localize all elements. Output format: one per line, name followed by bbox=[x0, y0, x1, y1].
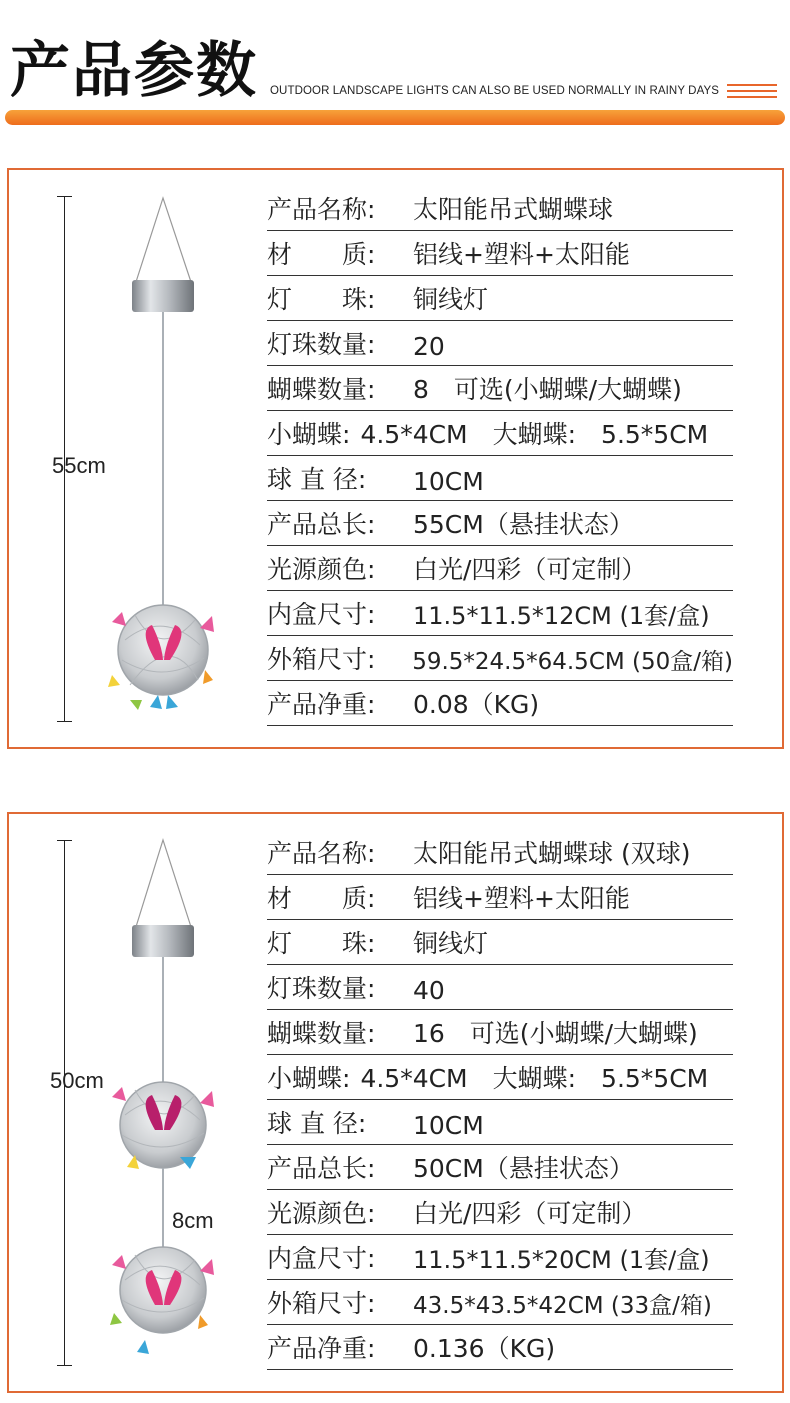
spec-label: 产品净重: bbox=[267, 690, 376, 719]
spec-row bbox=[267, 276, 733, 321]
page-subtitle: OUTDOOR LANDSCAPE LIGHTS CAN ALSO BE USED NORMALLY IN RAINY DAYS bbox=[270, 85, 720, 97]
spec-row bbox=[267, 321, 733, 366]
spec-label: 产品名称: bbox=[267, 195, 376, 224]
spec-row bbox=[267, 875, 733, 920]
spec-label: 材 质: bbox=[267, 884, 376, 913]
spec-value: 太阳能吊式蝴蝶球 bbox=[413, 195, 614, 224]
spec-row bbox=[267, 546, 733, 591]
spec-row bbox=[267, 411, 733, 456]
dimension-label: 50cm bbox=[50, 1068, 104, 1093]
page-title: 产品参数 bbox=[10, 36, 258, 106]
spec-row bbox=[267, 1010, 733, 1055]
spec-label: 内盒尺寸: bbox=[267, 600, 376, 629]
dimension-line bbox=[64, 840, 65, 1366]
spec-value: 11.5*11.5*12CM (1套/盒) bbox=[413, 602, 710, 630]
lamp-illustration-single bbox=[100, 190, 230, 725]
spec-value: 铜线灯 bbox=[413, 929, 489, 958]
spec-row bbox=[267, 1145, 733, 1190]
spec-row bbox=[267, 965, 733, 1010]
dimension-tick bbox=[57, 196, 72, 197]
spec-label: 产品总长: bbox=[267, 1154, 376, 1183]
spec-row bbox=[267, 366, 733, 411]
spec-row bbox=[267, 1235, 733, 1280]
spec-value: 20 bbox=[413, 332, 445, 361]
spec-value: 白光/四彩（可定制） bbox=[413, 1199, 647, 1228]
decorative-line bbox=[727, 84, 777, 86]
decorative-line bbox=[727, 90, 777, 92]
spec-row bbox=[267, 186, 733, 231]
spec-value: 10CM bbox=[413, 467, 484, 496]
spec-value: 11.5*11.5*20CM (1套/盒) bbox=[413, 1246, 710, 1274]
spec-value: 16 可选(小蝴蝶/大蝴蝶) bbox=[413, 1019, 698, 1048]
spec-label: 小蝴蝶: bbox=[267, 1064, 351, 1093]
spec-row bbox=[267, 231, 733, 276]
dimension-tick bbox=[57, 840, 72, 841]
spec-row bbox=[267, 591, 733, 636]
spec-label: 灯珠数量: bbox=[267, 330, 376, 359]
spec-row bbox=[267, 636, 733, 681]
lamp-illustration-double bbox=[100, 835, 230, 1370]
spec-value: 铜线灯 bbox=[413, 285, 489, 314]
spec-label: 球 直 径: bbox=[267, 1109, 367, 1138]
spec-row bbox=[267, 681, 733, 726]
spec-value: 铝线+塑料+太阳能 bbox=[413, 240, 630, 269]
spec-row bbox=[267, 1190, 733, 1235]
spec-label: 蝴蝶数量: bbox=[267, 375, 376, 404]
dimension-tick bbox=[57, 1365, 72, 1366]
spec-row bbox=[267, 1100, 733, 1145]
spec-value: 0.136（KG) bbox=[413, 1334, 556, 1363]
spec-value: 4.5*4CM 大蝴蝶: 5.5*5CM bbox=[360, 420, 709, 449]
spec-row bbox=[267, 920, 733, 965]
spec-label: 产品名称: bbox=[267, 839, 376, 868]
spec-label: 蝴蝶数量: bbox=[267, 1019, 376, 1048]
spec-row bbox=[267, 1055, 733, 1100]
spec-label: 内盒尺寸: bbox=[267, 1244, 376, 1273]
spec-value: 10CM bbox=[413, 1111, 484, 1140]
spec-value: 40 bbox=[413, 976, 445, 1005]
spec-value: 43.5*43.5*42CM (33盒/箱) bbox=[413, 1293, 712, 1319]
spec-value: 59.5*24.5*64.5CM (50盒/箱) bbox=[412, 649, 733, 675]
spec-label: 光源颜色: bbox=[267, 1199, 376, 1228]
spec-label: 光源颜色: bbox=[267, 555, 376, 584]
spec-value: 0.08（KG) bbox=[413, 690, 540, 719]
header-band bbox=[5, 110, 785, 125]
spec-label: 产品净重: bbox=[267, 1334, 376, 1363]
spec-value: 50CM（悬挂状态） bbox=[413, 1154, 634, 1183]
spec-row bbox=[267, 1325, 733, 1370]
spec-label: 灯 珠: bbox=[267, 929, 376, 958]
spec-table-double bbox=[267, 830, 733, 1370]
spec-row bbox=[267, 1280, 733, 1325]
spec-value: 太阳能吊式蝴蝶球 (双球) bbox=[413, 839, 691, 868]
spec-label: 小蝴蝶: bbox=[267, 420, 351, 449]
spec-table-single bbox=[267, 186, 733, 726]
spec-value: 4.5*4CM 大蝴蝶: 5.5*5CM bbox=[360, 1064, 709, 1093]
gap-dimension-label: 8cm bbox=[172, 1208, 214, 1233]
spec-row bbox=[267, 501, 733, 546]
spec-label: 外箱尺寸: bbox=[267, 1289, 376, 1318]
decorative-line bbox=[727, 96, 777, 98]
spec-label: 灯 珠: bbox=[267, 285, 376, 314]
spec-value: 白光/四彩（可定制） bbox=[413, 555, 647, 584]
spec-label: 外箱尺寸: bbox=[267, 645, 376, 674]
spec-label: 灯珠数量: bbox=[267, 974, 376, 1003]
spec-value: 55CM（悬挂状态） bbox=[413, 510, 634, 539]
dimension-tick bbox=[57, 721, 72, 722]
spec-label: 球 直 径: bbox=[267, 465, 367, 494]
spec-row bbox=[267, 830, 733, 875]
spec-value: 铝线+塑料+太阳能 bbox=[413, 884, 630, 913]
spec-value: 8 可选(小蝴蝶/大蝴蝶) bbox=[413, 375, 682, 404]
spec-label: 材 质: bbox=[267, 240, 376, 269]
dimension-label: 55cm bbox=[52, 453, 106, 478]
spec-row bbox=[267, 456, 733, 501]
spec-label: 产品总长: bbox=[267, 510, 376, 539]
